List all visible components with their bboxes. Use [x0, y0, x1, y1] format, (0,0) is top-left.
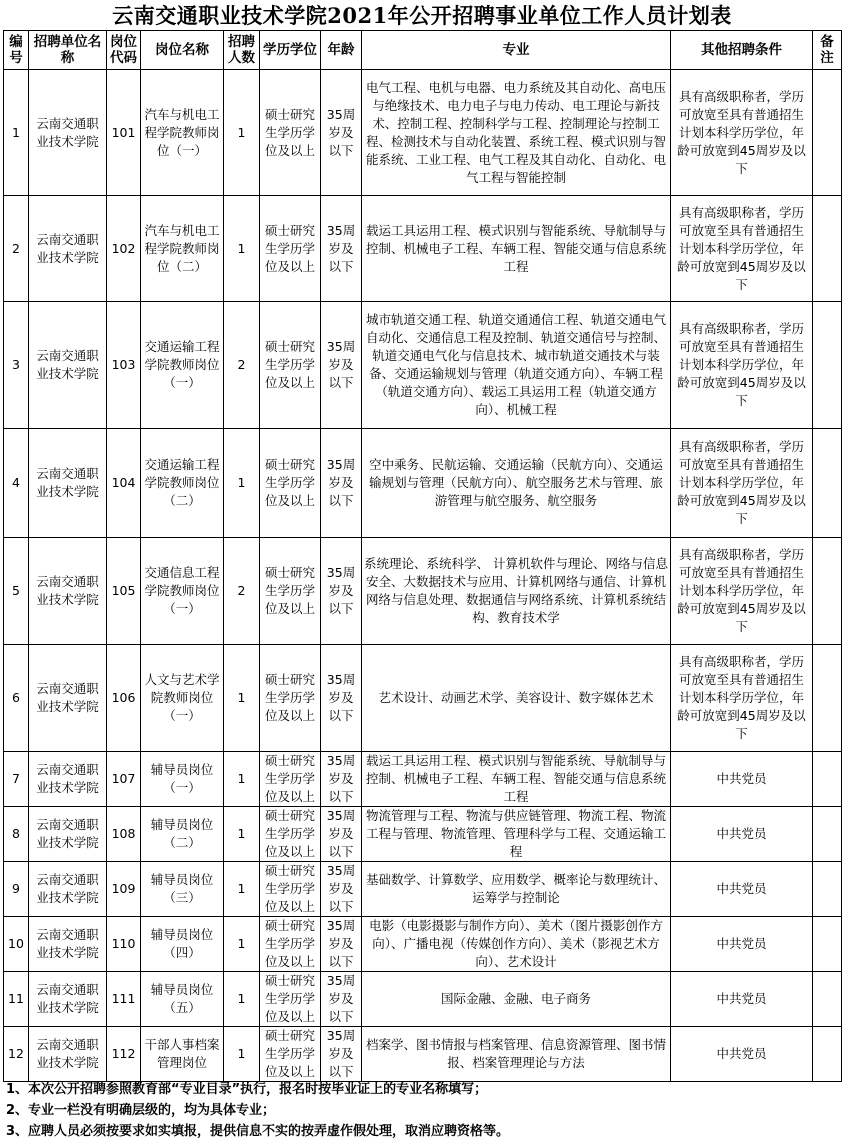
- row-name: 交通运输工程学院教师岗位（二）: [141, 429, 224, 538]
- row-note: [813, 429, 842, 538]
- row-num: 9: [4, 862, 29, 917]
- footnote-3: 3、应聘人员必须按要求如实填报，提供信息不实的按弄虚作假处理，取消应聘资格等。: [6, 1124, 510, 1139]
- row-code: 102: [107, 196, 141, 302]
- row-cond: 中共党员: [671, 862, 813, 917]
- row-code: 101: [107, 70, 141, 196]
- row-count: 1: [224, 70, 260, 196]
- row-cond: 具有高级职称者，学历可放宽至具有普通招生计划本科学历学位，年龄可放宽到45周岁及以下: [671, 538, 813, 645]
- row-cond: 具有高级职称者，学历可放宽至具有普通招生计划本科学历学位，年龄可放宽到45周岁及以下: [671, 70, 813, 196]
- row-note: [813, 302, 842, 429]
- table-row: [4, 196, 842, 302]
- row-unit: 云南交通职业技术学院: [29, 1027, 107, 1082]
- row-major: 空中乘务、民航运输、交通运输（民航方向）、交通运输规划与管理（民航方向）、航空服务艺术与管理、旅游管理与航空服务、航空服务: [362, 429, 671, 538]
- row-note: [813, 70, 842, 196]
- row-unit: 云南交通职业技术学院: [29, 862, 107, 917]
- row-note: [813, 862, 842, 917]
- row-degree: 硕士研究生学历学位及以上: [260, 1027, 321, 1082]
- row-code: 103: [107, 302, 141, 429]
- row-cond: 中共党员: [671, 917, 813, 972]
- table-row: [4, 972, 842, 1027]
- row-cond: 具有高级职称者，学历可放宽至具有普通招生计划本科学历学位，年龄可放宽到45周岁及以下: [671, 196, 813, 302]
- row-code: 112: [107, 1027, 141, 1082]
- row-num: 3: [4, 302, 29, 429]
- row-unit: 云南交通职业技术学院: [29, 752, 107, 807]
- row-num: 10: [4, 917, 29, 972]
- row-count: 2: [224, 538, 260, 645]
- row-degree: 硕士研究生学历学位及以上: [260, 862, 321, 917]
- header-degree: 学历学位: [260, 31, 321, 70]
- row-major: 电气工程、电机与电器、电力系统及其自动化、高电压与绝缘技术、电力电子与电力传动、电工理论与新技术、控制工程、控制科学与工程、控制理论与控制工程、检测技术与自动化装置、系统工程、模式识别与智能系统、工业工程、电气工程及其自动化、自动化、电气工程与智能控制: [362, 70, 671, 196]
- row-num: 4: [4, 429, 29, 538]
- row-count: 1: [224, 1027, 260, 1082]
- header-name: 岗位名称: [141, 31, 224, 70]
- row-cond: 具有高级职称者，学历可放宽至具有普通招生计划本科学历学位，年龄可放宽到45周岁及以下: [671, 429, 813, 538]
- row-count: 1: [224, 972, 260, 1027]
- row-age: 35周岁及以下: [321, 752, 362, 807]
- row-note: [813, 1027, 842, 1082]
- row-age: 35周岁及以下: [321, 538, 362, 645]
- row-degree: 硕士研究生学历学位及以上: [260, 807, 321, 862]
- row-name: 汽车与机电工程学院教师岗位（二）: [141, 196, 224, 302]
- header-unit: 招聘单位名称: [29, 31, 107, 70]
- row-num: 12: [4, 1027, 29, 1082]
- header-num: 编号: [4, 31, 29, 70]
- row-name: 辅导员岗位（一）: [141, 752, 224, 807]
- row-code: 110: [107, 917, 141, 972]
- row-unit: 云南交通职业技术学院: [29, 645, 107, 752]
- row-num: 5: [4, 538, 29, 645]
- row-note: [813, 807, 842, 862]
- row-name: 交通信息工程学院教师岗位（一）: [141, 538, 224, 645]
- header-count: 招聘人数: [224, 31, 260, 70]
- table-row: [4, 645, 842, 752]
- row-count: 1: [224, 429, 260, 538]
- row-count: 1: [224, 645, 260, 752]
- row-note: [813, 972, 842, 1027]
- row-num: 11: [4, 972, 29, 1027]
- row-num: 2: [4, 196, 29, 302]
- row-degree: 硕士研究生学历学位及以上: [260, 70, 321, 196]
- row-code: 104: [107, 429, 141, 538]
- row-cond: 具有高级职称者，学历可放宽至具有普通招生计划本科学历学位，年龄可放宽到45周岁及以下: [671, 302, 813, 429]
- footnote-1: 1、本次公开招聘参照教育部“专业目录”执行，报名时按毕业证上的专业名称填写；: [6, 1082, 488, 1097]
- row-unit: 云南交通职业技术学院: [29, 70, 107, 196]
- row-unit: 云南交通职业技术学院: [29, 972, 107, 1027]
- row-name: 辅导员岗位（三）: [141, 862, 224, 917]
- row-degree: 硕士研究生学历学位及以上: [260, 429, 321, 538]
- row-major: 载运工具运用工程、模式识别与智能系统、导航制导与控制、机械电子工程、车辆工程、智能交通与信息系统工程: [362, 752, 671, 807]
- row-degree: 硕士研究生学历学位及以上: [260, 645, 321, 752]
- row-num: 6: [4, 645, 29, 752]
- row-name: 干部人事档案管理岗位: [141, 1027, 224, 1082]
- row-code: 107: [107, 752, 141, 807]
- page-title: 云南交通职业技术学院2021年公开招聘事业单位工作人员计划表: [112, 3, 732, 28]
- row-unit: 云南交通职业技术学院: [29, 302, 107, 429]
- header-cond: 其他招聘条件: [671, 31, 813, 70]
- row-count: 2: [224, 302, 260, 429]
- header-major: 专业: [362, 31, 671, 70]
- header-age: 年龄: [321, 31, 362, 70]
- row-count: 1: [224, 752, 260, 807]
- row-code: 106: [107, 645, 141, 752]
- table-row: [4, 807, 842, 862]
- row-major: 档案学、图书情报与档案管理、信息资源管理、图书情报、档案管理理论与方法: [362, 1027, 671, 1082]
- row-cond: 中共党员: [671, 752, 813, 807]
- table-row: [4, 538, 842, 645]
- footnote-2: 2、专业一栏没有明确层级的，均为具体专业；: [6, 1103, 276, 1118]
- row-count: 1: [224, 917, 260, 972]
- row-name: 交通运输工程学院教师岗位（一）: [141, 302, 224, 429]
- row-major: 城市轨道交通工程、轨道交通通信工程、轨道交通电气自动化、交通信息工程及控制、轨道交通信号与控制、轨道交通电气化与信息技术、城市轨道交通技术与装备、交通运输规划与管理（轨道交通方向）、车辆工程（轨道交通方向）、载运工具运用工程（轨道交通方向）、机械工程: [362, 302, 671, 429]
- header-row: [4, 31, 842, 70]
- row-major: 基础数学、计算数学、应用数学、概率论与数理统计、运筹学与控制论: [362, 862, 671, 917]
- row-unit: 云南交通职业技术学院: [29, 429, 107, 538]
- table-row: [4, 752, 842, 807]
- row-degree: 硕士研究生学历学位及以上: [260, 538, 321, 645]
- row-degree: 硕士研究生学历学位及以上: [260, 752, 321, 807]
- row-code: 108: [107, 807, 141, 862]
- row-unit: 云南交通职业技术学院: [29, 917, 107, 972]
- row-degree: 硕士研究生学历学位及以上: [260, 972, 321, 1027]
- row-name: 辅导员岗位（二）: [141, 807, 224, 862]
- row-major: 系统理论、系统科学、 计算机软件与理论、网络与信息安全、大数据技术与应用、计算机网络与通信、计算机网络与信息处理、数据通信与网络系统、计算机系统结构、教育技术学: [362, 538, 671, 645]
- row-name: 辅导员岗位（五）: [141, 972, 224, 1027]
- table-row: [4, 862, 842, 917]
- row-age: 35周岁及以下: [321, 862, 362, 917]
- row-note: [813, 752, 842, 807]
- recruitment-table: [3, 30, 842, 1082]
- table-row: [4, 429, 842, 538]
- row-major: 物流管理与工程、物流与供应链管理、物流工程、物流工程与管理、物流管理、管理科学与工程、交通运输工程: [362, 807, 671, 862]
- row-count: 1: [224, 196, 260, 302]
- row-age: 35周岁及以下: [321, 429, 362, 538]
- row-name: 人文与艺术学院教师岗位（一）: [141, 645, 224, 752]
- row-degree: 硕士研究生学历学位及以上: [260, 196, 321, 302]
- row-unit: 云南交通职业技术学院: [29, 538, 107, 645]
- row-cond: 中共党员: [671, 1027, 813, 1082]
- row-count: 1: [224, 862, 260, 917]
- row-major: 艺术设计、动画艺术学、美容设计、数字媒体艺术: [362, 645, 671, 752]
- header-note: 备注: [813, 31, 842, 70]
- row-num: 7: [4, 752, 29, 807]
- row-code: 111: [107, 972, 141, 1027]
- row-code: 109: [107, 862, 141, 917]
- row-note: [813, 645, 842, 752]
- footnotes: [6, 1079, 842, 1142]
- row-age: 35周岁及以下: [321, 70, 362, 196]
- row-major: 电影（电影摄影与制作方向）、美术（图片摄影创作方向）、广播电视（传媒创作方向）、美术（影视艺术方向）、艺术设计: [362, 917, 671, 972]
- row-degree: 硕士研究生学历学位及以上: [260, 917, 321, 972]
- row-count: 1: [224, 807, 260, 862]
- row-major: 载运工具运用工程、模式识别与智能系统、导航制导与控制、机械电子工程、车辆工程、智能交通与信息系统工程: [362, 196, 671, 302]
- row-unit: 云南交通职业技术学院: [29, 807, 107, 862]
- row-num: 1: [4, 70, 29, 196]
- row-age: 35周岁及以下: [321, 302, 362, 429]
- row-major: 国际金融、金融、电子商务: [362, 972, 671, 1027]
- row-cond: 具有高级职称者，学历可放宽至具有普通招生计划本科学历学位，年龄可放宽到45周岁及以下: [671, 645, 813, 752]
- row-unit: 云南交通职业技术学院: [29, 196, 107, 302]
- row-age: 35周岁及以下: [321, 972, 362, 1027]
- table-row: [4, 917, 842, 972]
- row-code: 105: [107, 538, 141, 645]
- row-cond: 中共党员: [671, 807, 813, 862]
- row-note: [813, 917, 842, 972]
- row-age: 35周岁及以下: [321, 645, 362, 752]
- row-cond: 中共党员: [671, 972, 813, 1027]
- row-age: 35周岁及以下: [321, 917, 362, 972]
- row-name: 辅导员岗位（四）: [141, 917, 224, 972]
- header-code: 岗位代码: [107, 31, 141, 70]
- row-num: 8: [4, 807, 29, 862]
- row-note: [813, 538, 842, 645]
- row-note: [813, 196, 842, 302]
- table-row: [4, 1027, 842, 1082]
- row-age: 35周岁及以下: [321, 196, 362, 302]
- table-row: [4, 70, 842, 196]
- row-age: 35周岁及以下: [321, 1027, 362, 1082]
- row-degree: 硕士研究生学历学位及以上: [260, 302, 321, 429]
- row-name: 汽车与机电工程学院教师岗位（一）: [141, 70, 224, 196]
- row-age: 35周岁及以下: [321, 807, 362, 862]
- table-row: [4, 302, 842, 429]
